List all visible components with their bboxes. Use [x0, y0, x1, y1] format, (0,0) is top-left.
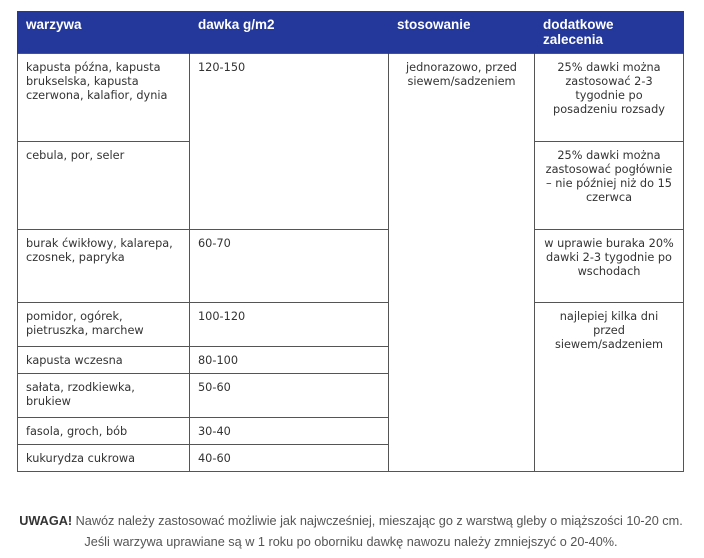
header-application: stosowanie: [389, 11, 535, 54]
dose-cell: 40-60: [190, 445, 389, 472]
vegetable-cell: burak ćwikłowy, kalarepa, czosnek, papryka: [18, 230, 190, 303]
header-vegetables: warzywa: [18, 11, 190, 54]
table-row: [18, 54, 684, 142]
vegetable-cell: kukurydza cukrowa: [18, 445, 190, 472]
recommendation-cell: najlepiej kilka dni przed siewem/sadzeniem: [535, 303, 684, 472]
dose-cell: 120-150: [190, 54, 389, 230]
fertilizer-dose-table: [17, 11, 684, 472]
header-recommendations: dodatkowe zalecenia: [535, 11, 684, 54]
dose-cell: 50-60: [190, 374, 389, 418]
header-dose: dawka g/m2: [190, 11, 389, 54]
vegetable-cell: kapusta wczesna: [18, 347, 190, 374]
table-row: [18, 230, 684, 303]
warning-label: UWAGA!: [19, 514, 73, 528]
application-cell: jednorazowo, przed siewem/sadzeniem: [389, 54, 535, 472]
vegetable-cell: sałata, rzodkiewka, brukiew: [18, 374, 190, 418]
dose-cell: 100-120: [190, 303, 389, 347]
dose-cell: 60-70: [190, 230, 389, 303]
warning-note: [11, 511, 691, 553]
vegetable-cell: fasola, groch, bób: [18, 418, 190, 445]
table-row: [18, 303, 684, 347]
vegetable-cell: cebula, por, seler: [18, 142, 190, 230]
recommendation-cell: 25% dawki można zastosować 2-3 tygodnie po posadzeniu rozsady: [535, 54, 684, 142]
recommendation-cell: 25% dawki można zastosować pogłównie – nie później niż do 15 czerwca: [535, 142, 684, 230]
dose-cell: 80-100: [190, 347, 389, 374]
recommendation-cell: w uprawie buraka 20% dawki 2-3 tygodnie po wschodach: [535, 230, 684, 303]
warning-text: Nawóz należy zastosować możliwie jak najwcześniej, mieszając go z warstwą gleby o miąższości 10-20 cm. Jeśli warzywa uprawiane są w 1 roku po oborniku dawkę nawozu należy zmniejszyć o 20-40%.: [72, 514, 683, 549]
table-header-row: [18, 11, 684, 54]
vegetable-cell: pomidor, ogórek, pietruszka, marchew: [18, 303, 190, 347]
vegetable-cell: kapusta późna, kapusta brukselska, kapusta czerwona, kalafior, dynia: [18, 54, 190, 142]
dose-cell: 30-40: [190, 418, 389, 445]
